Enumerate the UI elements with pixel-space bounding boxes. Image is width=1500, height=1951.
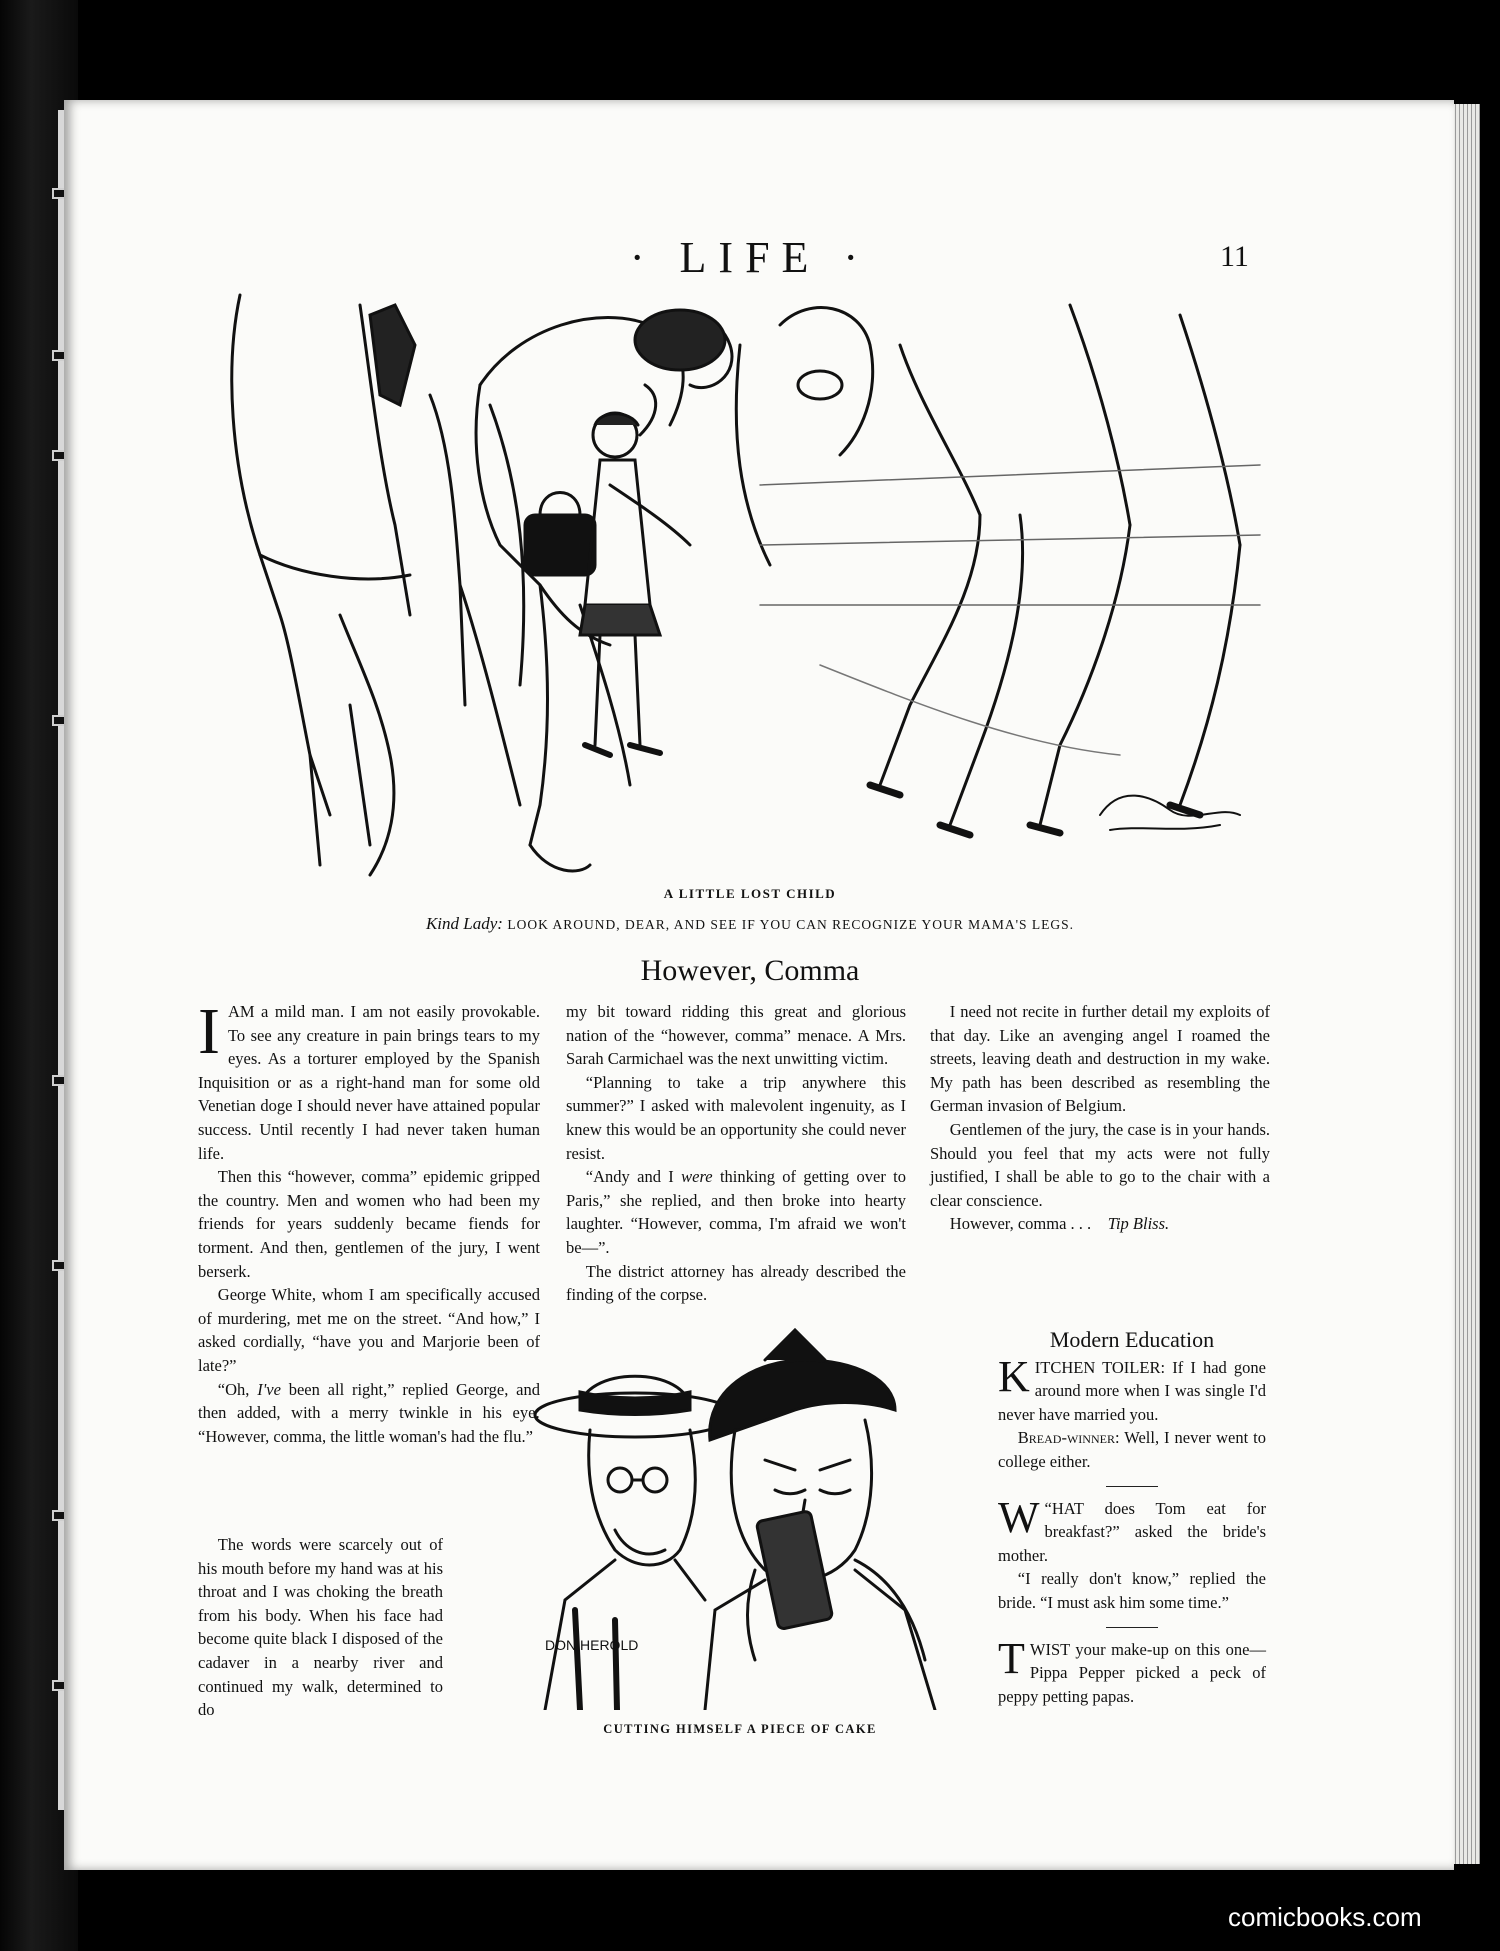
page-number: 11 bbox=[1220, 240, 1249, 273]
joke-paragraph bbox=[998, 1492, 1266, 1568]
cartoon-caption bbox=[0, 914, 1500, 934]
article-paragraph bbox=[198, 995, 540, 1165]
artist-signature: DON HEROLD bbox=[545, 1637, 639, 1653]
site-watermark: comicbooks.com bbox=[1228, 1902, 1422, 1932]
emphasis-text: were bbox=[681, 1167, 713, 1187]
joke-paragraph bbox=[998, 1633, 1266, 1709]
speaker-label: Bread-winner: bbox=[1017, 1428, 1120, 1448]
joke-text: HAT does Tom eat for breakfast?” asked the bride's mother. bbox=[998, 1498, 1266, 1565]
cartoon-lost-child-illustration bbox=[220, 285, 1265, 880]
article-paragraph: The words were scarcely out of his mouth before my hand was at his throat and I was choking the breath from his body. When his face had become quite black I disposed of the cadaver in a nearby river and continued my walk, determined to do bbox=[198, 1535, 443, 1720]
paragraph-text: However, comma . . . bbox=[949, 1214, 1092, 1234]
article-paragraph: “Planning to take a trip anywhere this summer?” I asked with malevolent ingenuity, as I knew this would be an opportunity she could never resist. bbox=[566, 1072, 906, 1163]
caption-speaker: Kind Lady: bbox=[425, 914, 503, 933]
joke-paragraph bbox=[998, 1351, 1266, 1427]
article-paragraph: Gentlemen of the jury, the case is in your hands. Should you feel that my acts were not fully justified, I shall be able to go to the chair with a clear conscience. bbox=[930, 1119, 1270, 1210]
article-signoff bbox=[930, 1212, 1270, 1236]
paragraph-text: “Andy and I bbox=[585, 1167, 674, 1187]
article-title: However, Comma bbox=[640, 954, 860, 987]
joke-paragraph: “I really don't know,” replied the bride. “I must ask him some time.” bbox=[998, 1569, 1266, 1612]
article-paragraph bbox=[198, 1378, 540, 1449]
paragraph-text: AM a mild man. I am not easily provokable. To see any creature in pain brings tears to my eyes. As a torturer employed by the Spanish Inquisition or as a right-hand man for some old Venetian doge I should never have attained popular success. Until recently I had never taken human life. bbox=[198, 1002, 540, 1163]
joke-text: Well, I never went to college either. bbox=[998, 1428, 1266, 1471]
masthead-title: · LIFE · bbox=[629, 233, 871, 282]
paragraph-text: “Oh, bbox=[217, 1379, 250, 1399]
joke-text: If I had gone around more when I was single I'd never have married you. bbox=[998, 1357, 1266, 1424]
open-quote: “ bbox=[1044, 1498, 1052, 1518]
article-paragraph: The district attorney has already described the finding of the corpse. bbox=[566, 1261, 906, 1305]
modern-education-title: Modern Education bbox=[1049, 1327, 1215, 1352]
article-column-1 bbox=[198, 995, 541, 1448]
dropcap: K bbox=[998, 1351, 1030, 1401]
article-column-2 bbox=[566, 1000, 906, 1307]
article-column-1-narrow bbox=[198, 1533, 443, 1722]
author-signature: Tip Bliss. bbox=[1107, 1214, 1170, 1234]
section-divider bbox=[1106, 1486, 1158, 1487]
cartoon-caption: CUTTING HIMSELF A PIECE OF CAKE bbox=[603, 1722, 877, 1736]
caption-dialogue: LOOK AROUND, DEAR, AND SEE IF YOU CAN RECOGNIZE YOUR MAMA'S LEGS. bbox=[507, 917, 1075, 932]
cartoon-title: A LITTLE LOST CHILD bbox=[663, 886, 837, 901]
article-paragraph: I need not recite in further detail my exploits of that day. Like an avenging angel I roamed the streets, leaving death and destruction in my wake. My path has been described as resembling the German invasion of Belgium. bbox=[930, 1002, 1270, 1116]
dropcap: W bbox=[998, 1492, 1040, 1542]
article-paragraph: my bit toward ridding this great and glorious nation of the “however, comma” menace. A Mrs. Sarah Carmichael was the next unwitting victim. bbox=[566, 1002, 906, 1069]
joke-text: WIST your make-up on this one—Pippa Pepper picked a peck of peppy petting papas. bbox=[998, 1639, 1266, 1706]
dropcap: I bbox=[198, 995, 220, 1068]
article-paragraph bbox=[566, 1165, 906, 1259]
emphasis-text: I've bbox=[257, 1379, 281, 1399]
article-paragraph: Then this “however, comma” epidemic gripped the country. Men and women who had been my friends for years suddenly became fiends for torment. And then, gentlemen of the jury, I went berserk. bbox=[198, 1167, 540, 1281]
article-paragraph: George White, whom I am specifically accused of murdering, met me on the street. “And how,” I asked cordially, “have you and Marjorie been of late?” bbox=[198, 1285, 540, 1375]
paragraph-text: thinking of getting over to Paris,” she replied, and then broke into hearty laughter. “However, comma, I'm afraid we won't be—”. bbox=[566, 1167, 907, 1257]
speaker-label: ITCHEN TOILER: bbox=[1034, 1357, 1166, 1377]
cartoon-cake-illustration bbox=[505, 1320, 965, 1710]
dropcap: T bbox=[998, 1633, 1025, 1683]
section-divider bbox=[1106, 1627, 1158, 1628]
joke-paragraph bbox=[998, 1426, 1266, 1473]
article-column-3 bbox=[930, 1000, 1270, 1236]
paragraph-text: been all right,” replied George, and then added, with a merry twinkle in his eye: “However, comma, the little woman's had the flu.” bbox=[198, 1379, 541, 1446]
jokes-column bbox=[998, 1320, 1266, 1708]
